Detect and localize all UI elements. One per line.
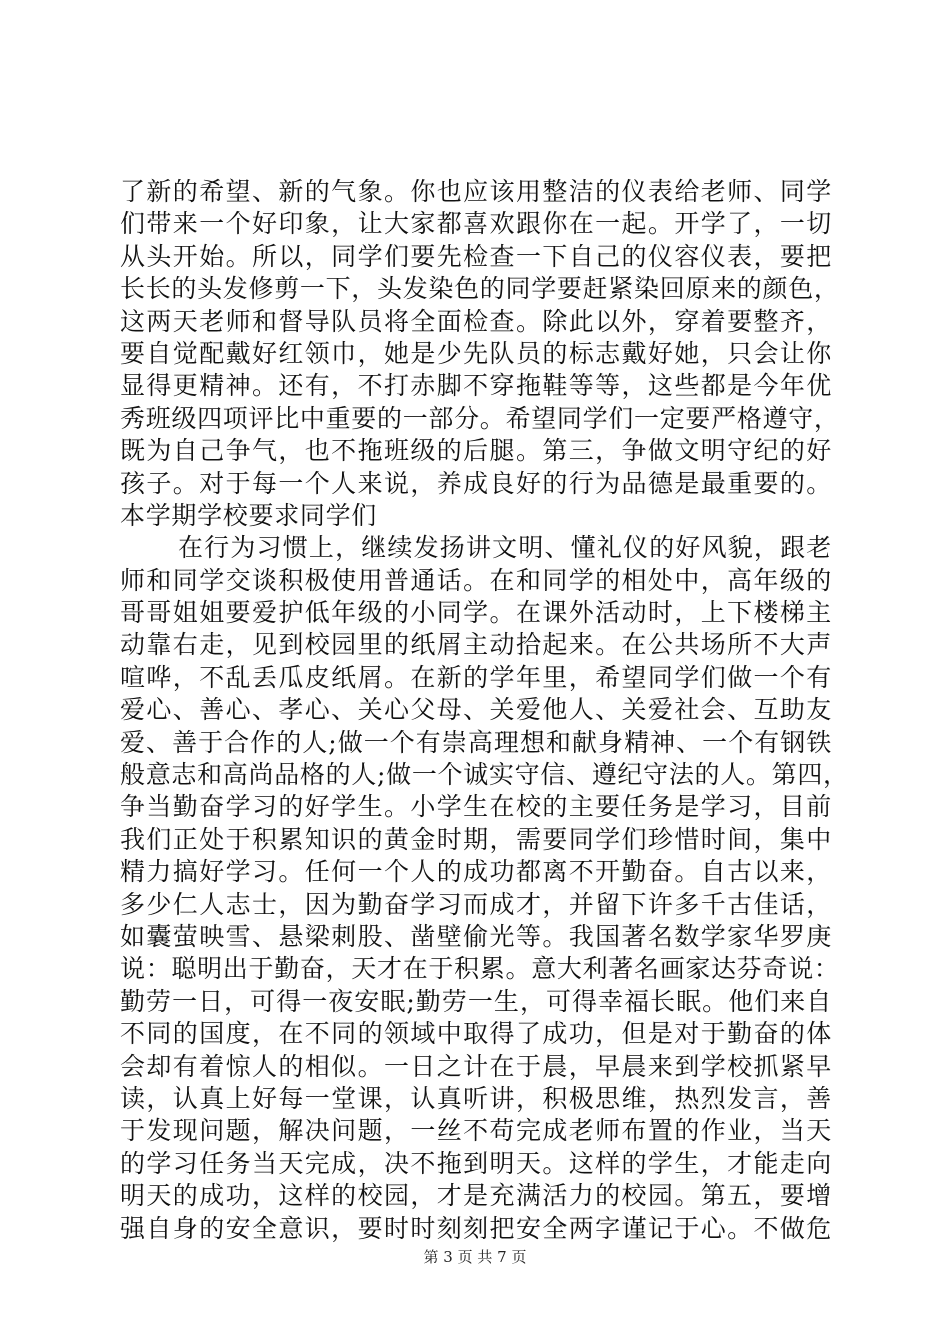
text-line: 不同的国度，在不同的领域中取得了成功，但是对于勤奋的体 xyxy=(120,1019,832,1049)
text-line: 精力搞好学习。任何一个人的成功都离不开勤奋。自古以来， xyxy=(120,857,832,887)
text-line: 爱、善于合作的人;做一个有崇高理想和献身精神、一个有钢铁 xyxy=(120,727,832,757)
document-body xyxy=(120,176,849,1245)
paragraph-first-line: 在行为习惯上，继续发扬讲文明、懂礼仪的好风貌，跟老 xyxy=(178,533,832,563)
text-line: 长长的头发修剪一下，头发染色的同学要赶紧染回原来的颜色， xyxy=(120,274,840,304)
text-line: 的学习任务当天完成，决不拖到明天。这样的学生，才能走向 xyxy=(120,1148,832,1178)
text-line: 这两天老师和督导队员将全面检查。除此以外，穿着要整齐， xyxy=(120,306,832,336)
text-line: 本学期学校要求同学们 xyxy=(120,500,378,530)
text-line: 如囊萤映雪、悬梁刺股、凿壁偷光等。我国著名数学家华罗庚 xyxy=(120,921,832,951)
text-line: 会却有着惊人的相似。一日之计在于晨，早晨来到学校抓紧早 xyxy=(120,1051,832,1081)
text-line: 从头开始。所以，同学们要先检查一下自己的仪容仪表，要把 xyxy=(120,241,832,271)
text-line: 明天的成功，这样的校园，才是充满活力的校园。第五，要增 xyxy=(120,1181,832,1211)
text-line: 于发现问题，解决问题，一丝不苟完成老师布置的作业，当天 xyxy=(120,1116,832,1146)
page-number-footer: 第 3 页 共 7 页 xyxy=(423,1248,527,1266)
text-line: 显得更精神。还有，不打赤脚不穿拖鞋等等，这些都是今年优 xyxy=(120,371,832,401)
text-line: 要自觉配戴好红领巾，她是少先队员的标志戴好她，只会让你 xyxy=(120,338,832,368)
text-line: 既为自己争气，也不拖班级的后腿。第三，争做文明守纪的好 xyxy=(120,436,832,466)
text-line: 喧哗，不乱丢瓜皮纸屑。在新的学年里，希望同学们做一个有 xyxy=(120,662,832,692)
text-line: 说：聪明出于勤奋，天才在于积累。意大利著名画家达芬奇说： xyxy=(120,954,840,984)
text-line: 争当勤奋学习的好学生。小学生在校的主要任务是学习，目前 xyxy=(120,792,832,822)
text-line: 般意志和高尚品格的人;做一个诚实守信、遵纪守法的人。第四， xyxy=(120,760,849,790)
text-line: 读，认真上好每一堂课，认真听讲，积极思维，热烈发言，善 xyxy=(120,1083,832,1113)
text-line: 爱心、善心、孝心、关心父母、关爱他人、关爱社会、互助友 xyxy=(120,695,832,725)
text-line: 师和同学交谈积极使用普通话。在和同学的相处中，高年级的 xyxy=(120,565,832,595)
text-line: 孩子。对于每一个人来说，养成良好的行为品德是最重要的。 xyxy=(120,468,832,498)
text-line: 动靠右走，见到校园里的纸屑主动拾起来。在公共场所不大声 xyxy=(120,630,832,660)
text-line: 了新的希望、新的气象。你也应该用整洁的仪表给老师、同学 xyxy=(120,177,832,206)
text-line: 们带来一个好印象，让大家都喜欢跟你在一起。开学了，一切 xyxy=(120,209,832,239)
text-line: 多少仁人志士，因为勤奋学习而成才，并留下许多千古佳话， xyxy=(120,889,832,919)
text-line: 哥哥姐姐要爱护低年级的小同学。在课外活动时，上下楼梯主 xyxy=(120,598,832,628)
text-line: 我们正处于积累知识的黄金时期，需要同学们珍惜时间，集中 xyxy=(120,824,832,854)
text-line: 勤劳一日，可得一夜安眠;勤劳一生，可得幸福长眠。他们来自 xyxy=(120,986,832,1016)
text-line: 秀班级四项评比中重要的一部分。希望同学们一定要严格遵守， xyxy=(120,403,840,433)
text-line: 强自身的安全意识，要时时刻刻把安全两字谨记于心。不做危 xyxy=(120,1213,832,1243)
